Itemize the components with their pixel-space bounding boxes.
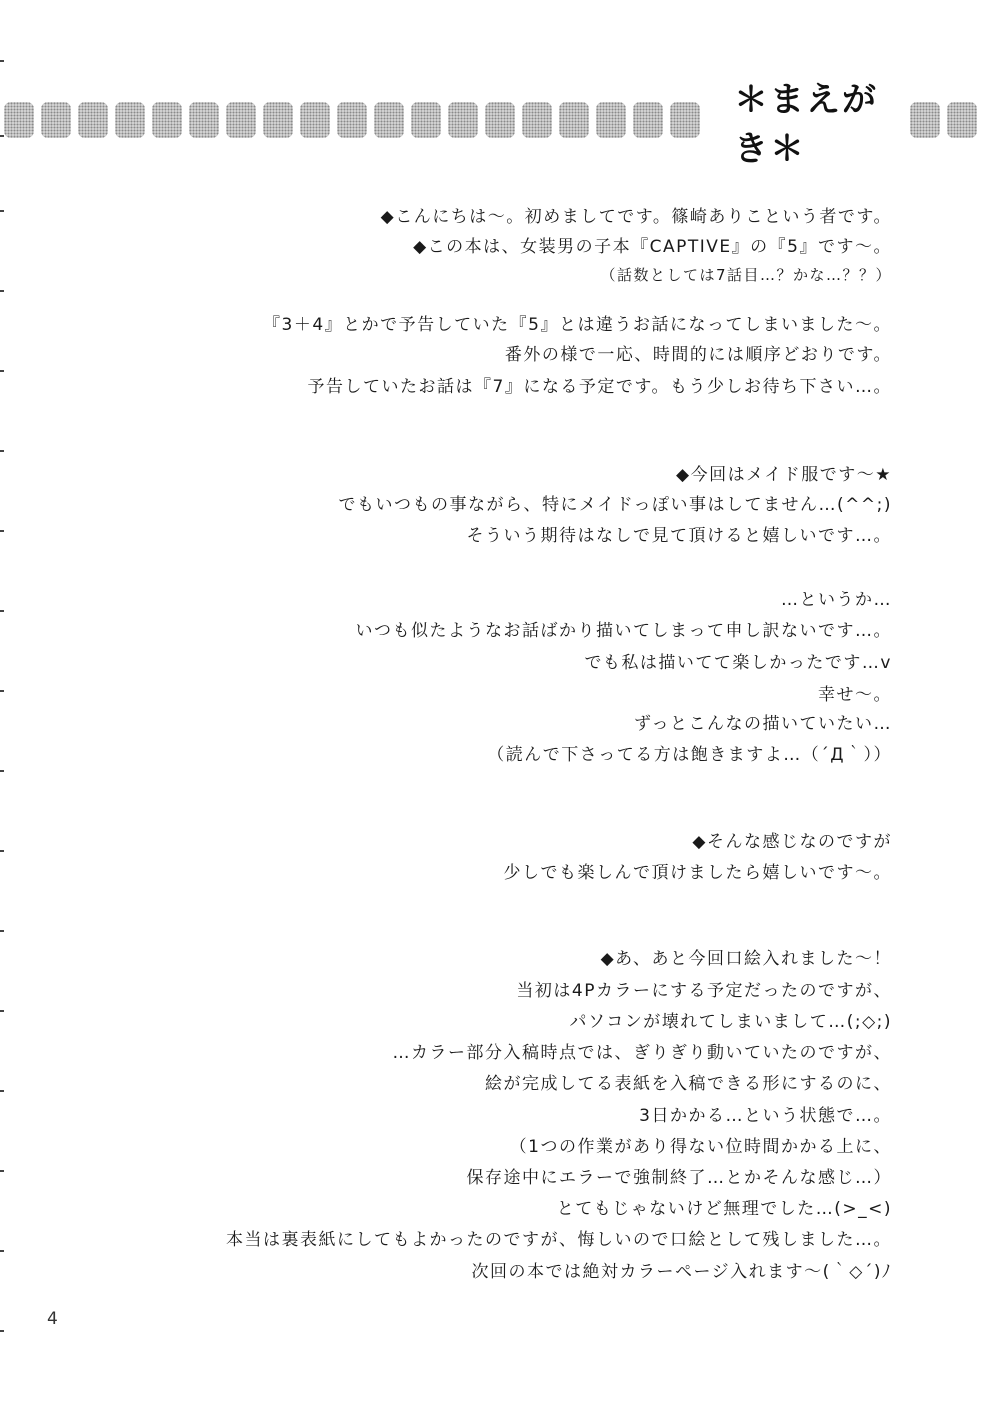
text-line: 本当は裏表紙にしてもよかったのですが、悔しいので口絵として残しました…。 — [226, 1230, 892, 1250]
text-line: 幸せ～。 — [818, 685, 892, 705]
text-line: （読んで下さってる方は飽きますよ…（´Д｀）） — [487, 745, 892, 765]
screentone-block — [448, 102, 478, 138]
page-title: ＊まえがき＊ — [734, 80, 878, 169]
screentone-block — [337, 102, 367, 138]
text-line: でも私は描いてて楽しかったです…v — [584, 653, 892, 673]
text-line: ずっとこんなの描いていたい… — [634, 714, 892, 734]
text-line: ◆この本は、女装男の子本『CAPTIVE』の『5』です～。 — [413, 237, 892, 257]
screentone-block — [910, 102, 940, 138]
screentone-block — [152, 102, 182, 138]
text-line: ◆こんにちは～。初めましてです。篠崎ありこという者です。 — [380, 207, 892, 227]
text-line: 絵が完成してる表紙を入稿できる形にするのに、 — [485, 1074, 892, 1094]
screentone-block — [78, 102, 108, 138]
text-line: 保存途中にエラーで強制終了…とかそんな感じ…） — [466, 1168, 892, 1188]
page-number: 4 — [47, 1309, 58, 1329]
text-line: ◆そんな感じなのですが — [692, 832, 892, 852]
screentone-block — [670, 102, 700, 138]
text-line: 少しでも楽しんで頂けましたら嬉しいです～。 — [503, 863, 892, 883]
screentone-block — [115, 102, 145, 138]
text-line: （話数としては7話目…？かな…？？） — [600, 266, 892, 284]
text-line: 予告していたお話は『7』になる予定です。もう少しお待ち下さい…。 — [307, 377, 892, 397]
screentone-block — [947, 102, 977, 138]
text-line: 番外の様で一応、時間的には順序どおりです。 — [504, 345, 892, 365]
text-line: ◆あ、あと今回口絵入れました～！ — [600, 949, 892, 969]
screentone-block — [300, 102, 330, 138]
screentone-block — [41, 102, 71, 138]
text-line: （1つの作業があり得ない位時間かかる上に、 — [509, 1137, 892, 1157]
text-line: 3日かかる…という状態で…。 — [639, 1106, 892, 1126]
screentone-block — [559, 102, 589, 138]
text-line: いつも似たようなお話ばかり描いてしまって申し訳ないです…。 — [355, 621, 892, 641]
header-band — [4, 80, 996, 169]
screentone-block — [633, 102, 663, 138]
screentone-block — [485, 102, 515, 138]
text-line: 次回の本では絶対カラーページ入れます～(｀◇´)ﾉ — [471, 1262, 892, 1282]
screentone-block — [374, 102, 404, 138]
screentone-block — [596, 102, 626, 138]
text-line: そういう期待はなしで見て頂けると嬉しいです…。 — [466, 526, 892, 546]
text-line: でもいつもの事ながら、特にメイドっぽい事はしてません…(^^;) — [338, 495, 892, 515]
screentone-block — [189, 102, 219, 138]
text-line: 当初は4Pカラーにする予定だったのですが、 — [516, 981, 892, 1001]
text-line: とてもじゃないけど無理でした…(>_<) — [556, 1199, 892, 1219]
text-line: パソコンが壊れてしまいまして…(;◇;) — [569, 1012, 892, 1032]
text-line: …カラー部分入稿時点では、ぎりぎり動いていたのですが、 — [392, 1043, 892, 1063]
text-line: ◆今回はメイド服です～★ — [676, 465, 892, 485]
screentone-block — [4, 102, 34, 138]
screentone-block — [226, 102, 256, 138]
text-line: 『3＋4』とかで予告していた『5』とは違うお話になってしまいました～。 — [263, 315, 892, 335]
screentone-block — [263, 102, 293, 138]
page-edge-marks — [0, 0, 6, 1418]
text-line: …というか… — [781, 590, 892, 610]
screentone-block — [411, 102, 441, 138]
screentone-block — [522, 102, 552, 138]
